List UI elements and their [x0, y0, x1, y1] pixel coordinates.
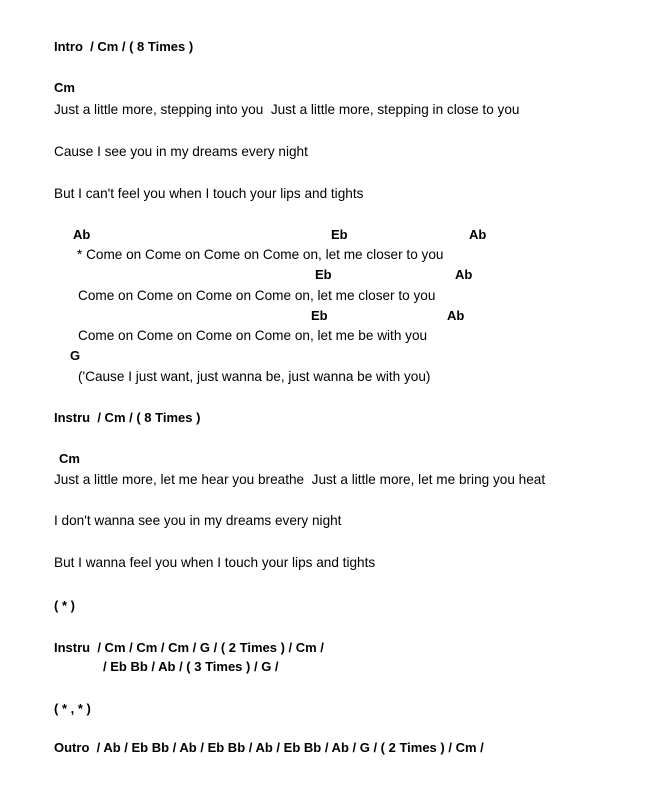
verse1-chord: Cm [54, 80, 75, 95]
chorus-chord: Ab [447, 308, 465, 323]
chorus-reference: ( * ) [54, 598, 75, 613]
verse1-lyric-1: Just a little more, stepping into you Just a little more, stepping in close to you [54, 102, 520, 117]
outro-line: Outro / Ab / Eb Bb / Ab / Eb Bb / Ab / Eb Bb / Ab / G / ( 2 Times ) / Cm / [54, 740, 484, 755]
intro-line: Intro / Cm / ( 8 Times ) [54, 39, 194, 54]
instru-line-2: / Eb Bb / Ab / ( 3 Times ) / G / [103, 659, 279, 674]
chorus-chord: Eb [311, 308, 328, 323]
chorus-reference-double: ( * , * ) [54, 701, 91, 716]
chorus-chord: Ab [469, 227, 487, 242]
verse2-lyric-2: I don't wanna see you in my dreams every night [54, 513, 342, 528]
verse2-chord: Cm [59, 451, 80, 466]
instru-line-1: Instru / Cm / Cm / Cm / G / ( 2 Times ) / Cm / [54, 640, 324, 655]
chorus-chord: G [70, 348, 81, 363]
chorus-lyric-4: ('Cause I just want, just wanna be, just wanna be with you) [78, 369, 431, 384]
chorus-chord: Eb [331, 227, 348, 242]
chorus-chord: Ab [73, 227, 91, 242]
verse2-lyric-1: Just a little more, let me hear you breathe Just a little more, let me bring you heat [54, 472, 546, 487]
instru-line: Instru / Cm / ( 8 Times ) [54, 410, 201, 425]
verse1-lyric-3: But I can't feel you when I touch your lips and tights [54, 186, 364, 201]
chorus-chord: Eb [315, 267, 332, 282]
chorus-lyric-3: Come on Come on Come on Come on, let me be with you [78, 328, 428, 343]
verse1-lyric-2: Cause I see you in my dreams every night [54, 144, 308, 159]
chorus-lyric-1: * Come on Come on Come on Come on, let me closer to you [77, 247, 444, 262]
chorus-lyric-2: Come on Come on Come on Come on, let me closer to you [78, 288, 436, 303]
verse2-lyric-3: But I wanna feel you when I touch your lips and tights [54, 555, 376, 570]
chorus-chord: Ab [455, 267, 473, 282]
